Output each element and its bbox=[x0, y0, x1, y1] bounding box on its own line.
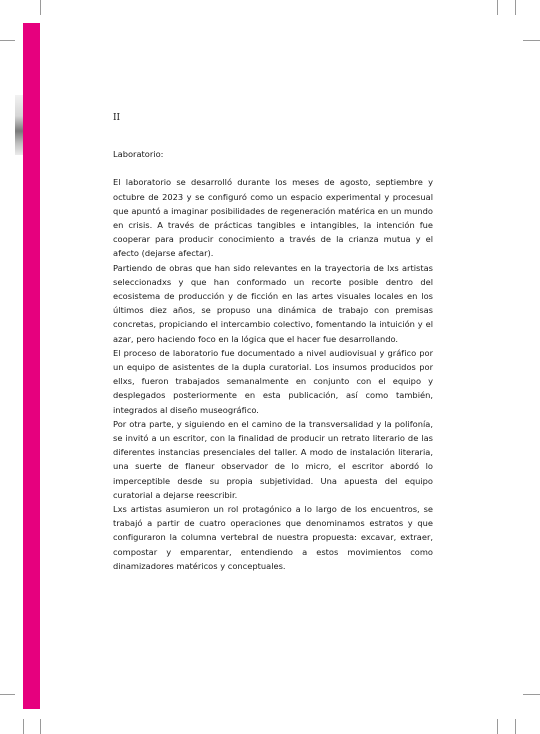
page-text-block bbox=[113, 111, 433, 573]
magenta-side-bar bbox=[23, 23, 40, 709]
crop-mark-bottom-right-v1 bbox=[497, 719, 498, 734]
body-paragraph-4: Por otra parte, y siguiendo en el camino de la transversalidad y la polifonía, se invitó a un escritor, con la finalidad de producir un retrato literario de las diferentes instancias presenciales del taller. A modo de instalación literaria, una suerte de flaneur observador de lo micro, el escritor abordó lo imperceptible desde su propia subjetividad. Una apuesta del equipo curatorial a dejarse reescribir. bbox=[113, 418, 433, 500]
section-heading: Laboratorio: bbox=[113, 149, 164, 160]
body-paragraph-1: El laboratorio se desarrolló durante los meses de agosto, septiembre y octubre de 2023 y se configuró como un espacio experimental y procesual que apuntó a imaginar posibilidades de regeneración matérica en un mundo en crisis. A través de prácticas tangibles e intangibles, la intención fue cooperar para producir conocimiento a través de la crianza mutua y el afecto (dejarse afectar). bbox=[113, 177, 433, 259]
section-numeral: II bbox=[113, 113, 121, 123]
crop-mark-top-left-v bbox=[40, 0, 41, 15]
body-paragraph-5: Lxs artistas asumieron un rol protagónico a lo largo de los encuentros, se trabajó a partir de cuatro operaciones que denominamos estratos y que configuraron la columna vertebral de nuestra propuesta: excavar, extraer, compostar y emparentar, entendiendo a estos movimientos como dinamizadores matéricos y conceptuales. bbox=[113, 504, 433, 571]
crop-mark-bottom-left-v1 bbox=[23, 719, 24, 734]
crop-mark-bottom-left-h bbox=[0, 694, 15, 695]
crop-mark-bottom-right-h bbox=[523, 694, 540, 695]
crop-mark-top-right-h bbox=[523, 40, 540, 41]
crop-mark-bottom-left-v2 bbox=[40, 719, 41, 734]
crop-mark-top-left-h bbox=[0, 40, 15, 41]
bleed-photo-sliver bbox=[15, 95, 23, 155]
body-paragraph-2: Partiendo de obras que han sido relevantes en la trayectoria de lxs artistas seleccionadxs y que han conformado un recorte posible dentro del ecosistema de producción y de ficción en las artes visuales locales en los últimos diez años, se propuso una dinámica de trabajo con premisas concretas, propiciando el intercambio colectivo, fomentando la intuición y el azar, pero haciendo foco en la lógica que el hacer fue desarrollando. bbox=[113, 262, 433, 344]
crop-mark-top-right-v1 bbox=[497, 0, 498, 15]
crop-mark-bottom-right-v2 bbox=[515, 719, 516, 734]
crop-mark-top-right-v2 bbox=[515, 0, 516, 15]
body-paragraph-3: El proceso de laboratorio fue documentado a nivel audiovisual y gráfico por un equipo de asistentes de la dupla curatorial. Los insumos producidos por ellxs, fueron trabajados semanalmente en conjunto con el equipo y desplegados posteriormente en esta publicación, así como también, integrados al diseño museográfico. bbox=[113, 347, 433, 415]
